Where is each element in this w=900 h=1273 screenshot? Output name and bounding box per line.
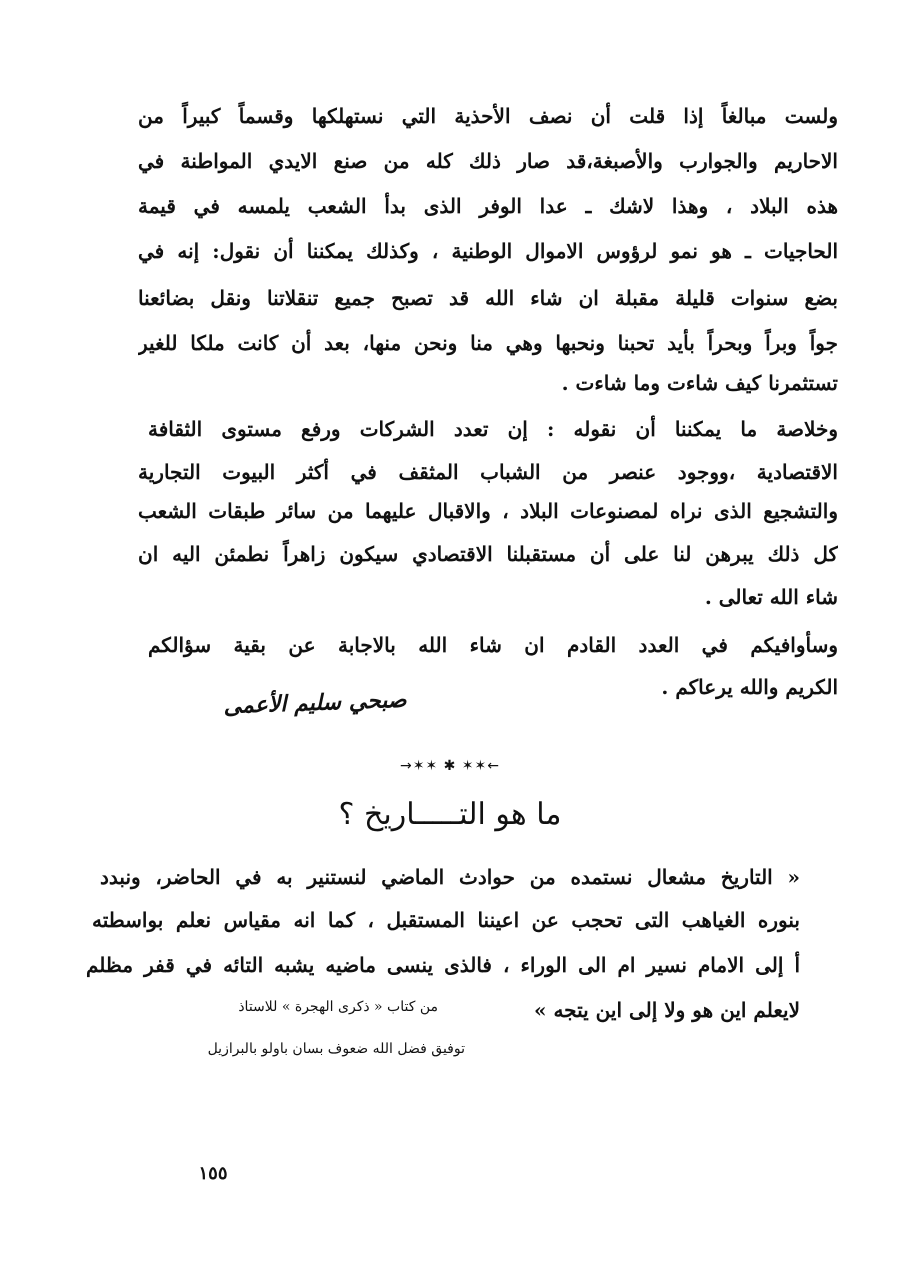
paragraph-1-line-2: الاحاريم والجوارب والأصبغة،قد صار ذلك كله من صنع الايدي المواطنة في: [138, 149, 838, 173]
paragraph-1-line-5: بضع سنوات قليلة مقبلة ان شاء الله قد تصبح جميع تنقلاتنا ونقل بضائعنا: [138, 286, 838, 310]
source-citation-line-1: من كتاب « ذكرى الهجرة » للاستاذ: [238, 999, 438, 1015]
section-title: ما هو التـــــاريخ ؟: [338, 797, 562, 832]
quote-line-2: بنوره الغياهب التى تحجب عن اعيننا المستقبل ، كما انه مقياس نعلم بواسطته: [92, 908, 800, 932]
source-citation-line-2: توفيق فضل الله ضعوف بسان باولو بالبرازيل: [207, 1041, 465, 1057]
paragraph-2-line-5: شاء الله تعالى .: [704, 585, 838, 609]
paragraph-1-line-4: الحاجيات ـ هو نمو لرؤوس الاموال الوطنية ، وكذلك يمكننا أن نقول: إنه في: [138, 239, 838, 263]
paragraph-2-line-2: الاقتصادية ،ووجود عنصر من الشباب المثقف في أكثر البيوت التجارية: [138, 460, 838, 484]
section-divider-ornament: →✶✶ ✱ ✶✶←: [399, 758, 500, 774]
paragraph-1-line-3: هذه البلاد ، وهذا لاشك ـ عدا الوفر الذى بدأ الشعب يلمسه في قيمة: [138, 194, 838, 218]
paragraph-2-line-1: وخلاصة ما يمكننا أن نقوله : إن تعدد الشركات ورفع مستوى الثقافة: [148, 417, 838, 441]
paragraph-3-line-2: الكريم والله يرعاكم .: [661, 675, 838, 699]
paragraph-1-line-6: جواً وبراً وبحراً بأيد تحبنا ونحبها وهي منا ونحن منها، بعد أن كانت ملكا للغير: [138, 331, 838, 355]
paragraph-1-line-7: تستثمرنا كيف شاءت وما شاءت .: [561, 371, 838, 395]
quote-line-4: لايعلم اين هو ولا إلى اين يتجه »: [534, 998, 800, 1022]
paragraph-1-line-1: ولست مبالغاً إذا قلت أن نصف الأحذية التي نستهلكها وقسماً كبيراً من: [138, 104, 838, 128]
page-number: ١٥٥: [198, 1163, 228, 1184]
author-signature: صبحي سليم الأعمى: [223, 686, 407, 720]
paragraph-3-line-1: وسأوافيكم في العدد القادم ان شاء الله بالاجابة عن بقية سؤالكم: [148, 633, 838, 657]
quote-line-1: « التاريخ مشعال نستمده من حوادث الماضي لنستنير به في الحاضر، ونبدد: [100, 865, 800, 889]
paragraph-2-line-4: كل ذلك يبرهن لنا على أن مستقبلنا الاقتصادي سيكون زاهراً نطمئن اليه ان: [138, 542, 838, 566]
quote-line-3: أ إلى الامام نسير ام الى الوراء ، فالذى ينسى ماضيه يشبه التائه في قفر مظلم: [86, 953, 800, 977]
paragraph-2-line-3: والتشجيع الذى نراه لمصنوعات البلاد ، والاقبال عليهما من سائر طبقات الشعب: [138, 499, 838, 523]
